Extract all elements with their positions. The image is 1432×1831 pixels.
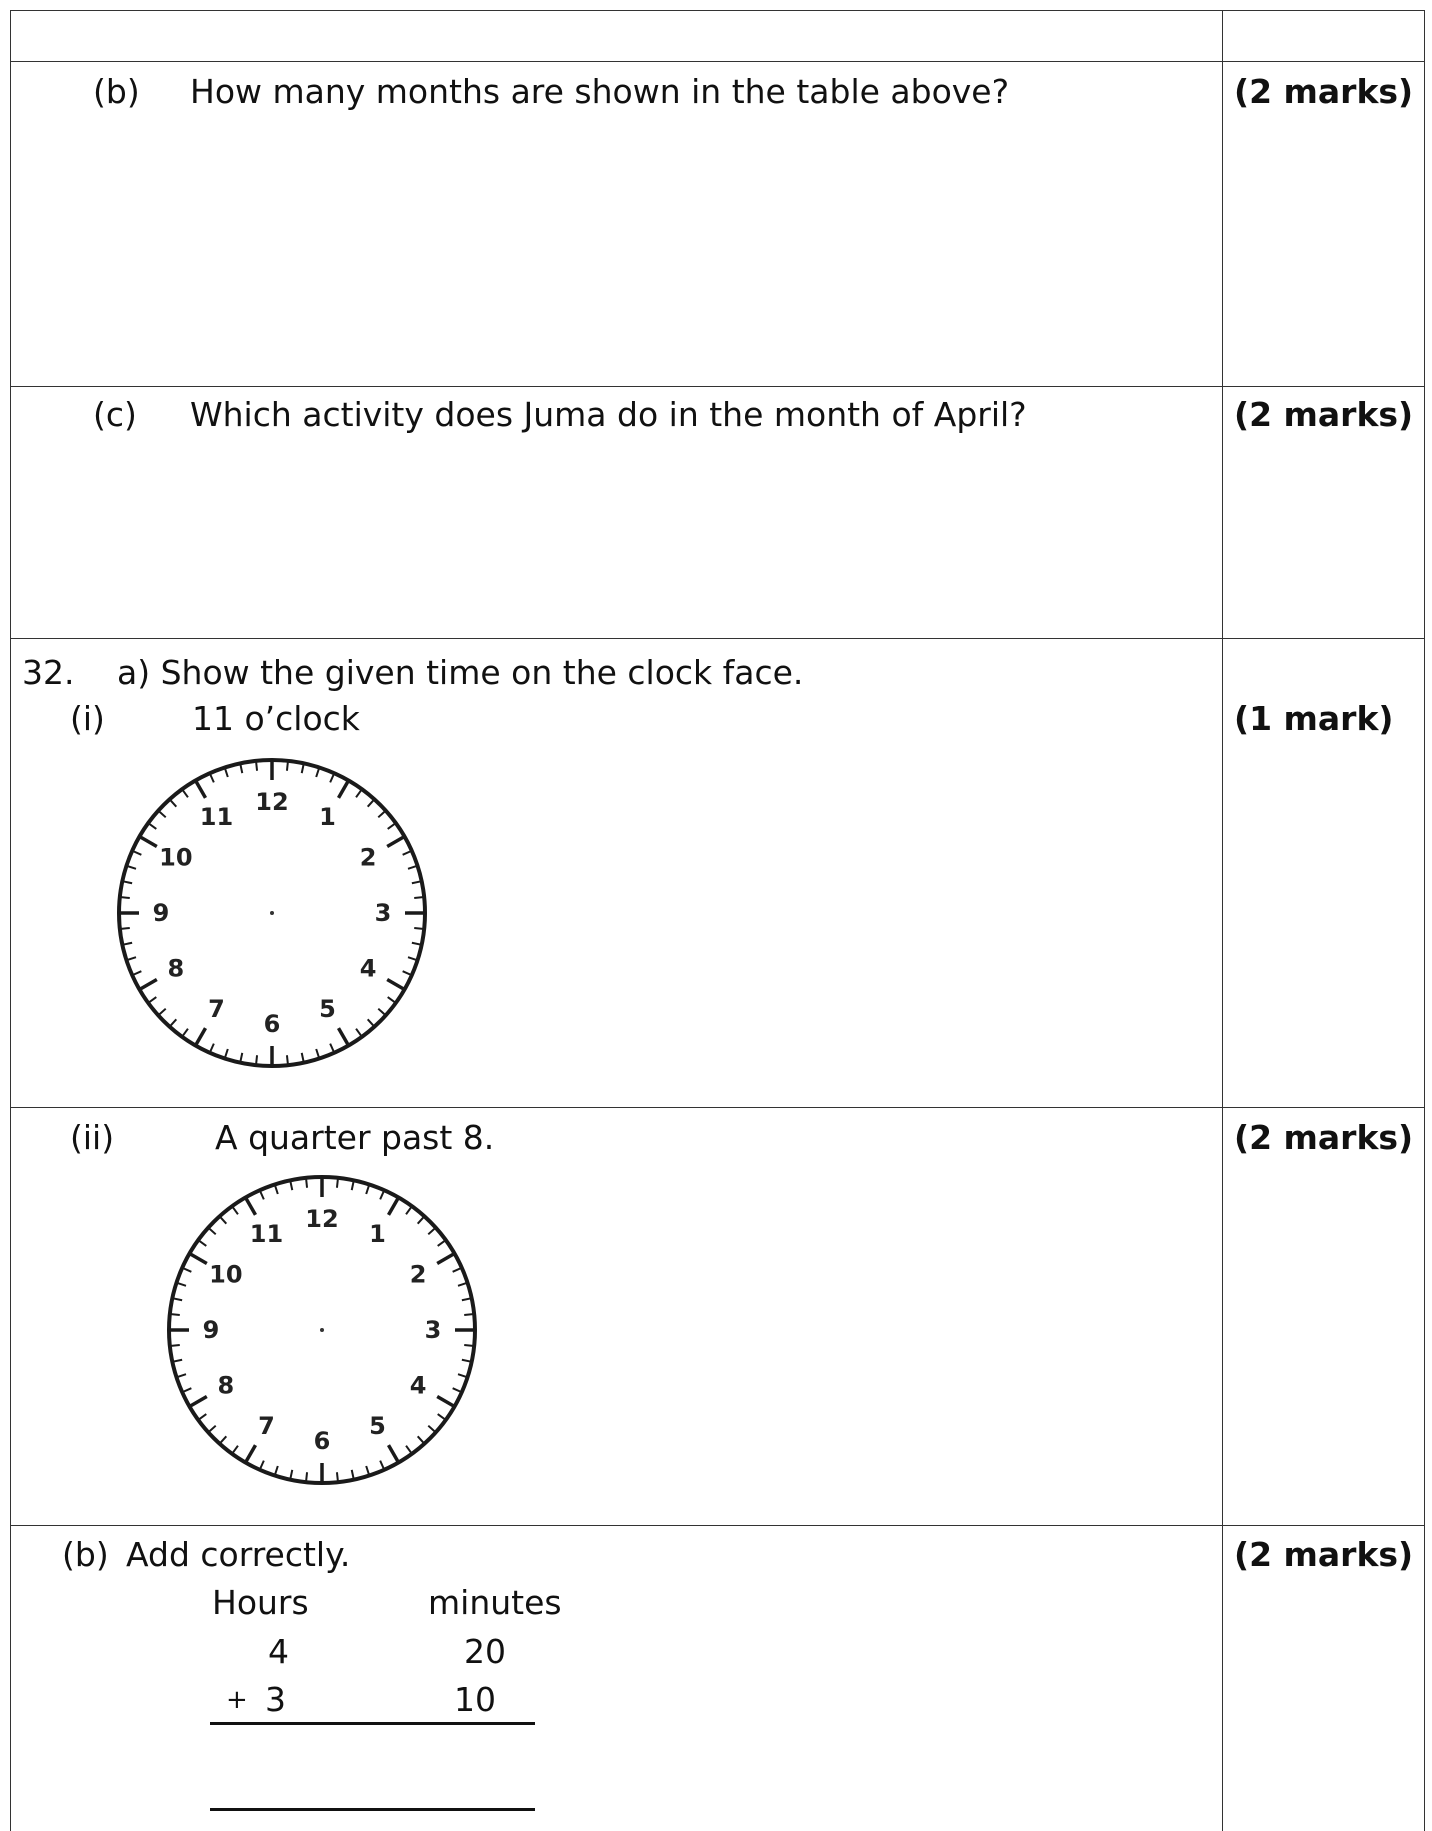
clock-minute-tick [287, 1055, 288, 1065]
clock-center-dot [270, 911, 274, 915]
clock-numeral: 8 [167, 954, 185, 983]
clock-numeral: 3 [424, 1316, 442, 1344]
clock-minute-tick [464, 1345, 474, 1346]
clock-minute-tick [287, 761, 288, 771]
row-divider [10, 386, 1424, 387]
marks-label: (2 marks) [1234, 1118, 1414, 1157]
question-number: 32. [22, 653, 75, 692]
clock-numeral: 10 [209, 1260, 243, 1289]
clock-numeral: 8 [217, 1371, 235, 1400]
clock-numeral: 4 [359, 954, 377, 983]
clock-minute-tick [256, 1055, 257, 1065]
clock-numeral: 12 [305, 1205, 339, 1233]
clock-minute-tick [464, 1314, 474, 1315]
clock-face-svg [164, 1172, 480, 1488]
clock-numeral: 12 [255, 788, 289, 816]
clock-face[interactable] [114, 755, 430, 1071]
clock-numeral: 6 [263, 1010, 281, 1038]
clock-minute-tick [337, 1472, 338, 1482]
question-label: (ii) [70, 1118, 115, 1157]
clock-numeral: 9 [152, 899, 170, 927]
clock-minute-tick [120, 928, 130, 929]
clock-numeral: 1 [369, 1219, 386, 1248]
addend-hours: 3 [265, 1680, 286, 1719]
clock-numeral: 11 [199, 802, 234, 831]
clock-minute-tick [120, 897, 130, 898]
clock-numeral: 11 [249, 1219, 284, 1248]
hours-header: Hours [212, 1583, 309, 1622]
question-text: How many months are shown in the table above? [190, 72, 1010, 111]
clock-minute-tick [414, 897, 424, 898]
question-text: A quarter past 8. [215, 1118, 495, 1157]
marks-label: (2 marks) [1234, 1535, 1414, 1574]
marks-label: (2 marks) [1234, 72, 1414, 111]
row-divider [10, 638, 1424, 639]
minutes-header: minutes [428, 1583, 562, 1622]
answer-line[interactable] [210, 1808, 535, 1811]
table-border-left [10, 10, 11, 1831]
question-label: (b) [93, 72, 140, 111]
clock-numeral: 7 [258, 1412, 275, 1441]
plus-sign: + [226, 1685, 248, 1715]
clock-minute-tick [170, 1345, 180, 1346]
marks-label: (2 marks) [1234, 395, 1414, 434]
clock-numeral: 2 [409, 1260, 427, 1289]
clock-minute-tick [306, 1472, 307, 1482]
clock-numeral: 9 [202, 1316, 220, 1344]
clock-numeral: 5 [369, 1412, 386, 1441]
table-border-top [10, 10, 1424, 11]
addend-minutes: 10 [454, 1680, 496, 1719]
clock-minute-tick [337, 1178, 338, 1188]
question-text: Which activity does Juma do in the month of April? [190, 395, 1027, 434]
question-text: a) Show the given time on the clock face. [117, 653, 804, 692]
clock-minute-tick [306, 1178, 307, 1188]
clock-numeral: 10 [159, 843, 193, 872]
row-divider [10, 1525, 1424, 1526]
question-label: (c) [93, 395, 137, 434]
table-border-right [1424, 10, 1425, 1831]
row-divider [10, 61, 1424, 62]
clock-face[interactable] [164, 1172, 480, 1488]
clock-minute-tick [256, 761, 257, 771]
marks-label: (1 mark) [1234, 699, 1394, 738]
question-text: Add correctly. [126, 1535, 351, 1574]
sum-rule [210, 1722, 535, 1725]
question-text: 11 o’clock [192, 699, 360, 738]
marks-column-divider [1222, 10, 1223, 1831]
clock-center-dot [320, 1328, 324, 1332]
clock-numeral: 7 [208, 995, 225, 1024]
clock-numeral: 5 [319, 995, 336, 1024]
clock-numeral: 6 [313, 1427, 331, 1455]
clock-numeral: 2 [359, 843, 377, 872]
question-label: (b) [62, 1535, 109, 1574]
clock-numeral: 1 [319, 802, 336, 831]
question-label: (i) [70, 699, 105, 738]
clock-numeral: 4 [409, 1371, 427, 1400]
row-divider [10, 1107, 1424, 1108]
clock-minute-tick [170, 1314, 180, 1315]
addend-hours: 4 [268, 1632, 289, 1671]
addend-minutes: 20 [464, 1632, 506, 1671]
clock-face-svg [114, 755, 430, 1071]
clock-numeral: 3 [374, 899, 392, 927]
clock-minute-tick [414, 928, 424, 929]
